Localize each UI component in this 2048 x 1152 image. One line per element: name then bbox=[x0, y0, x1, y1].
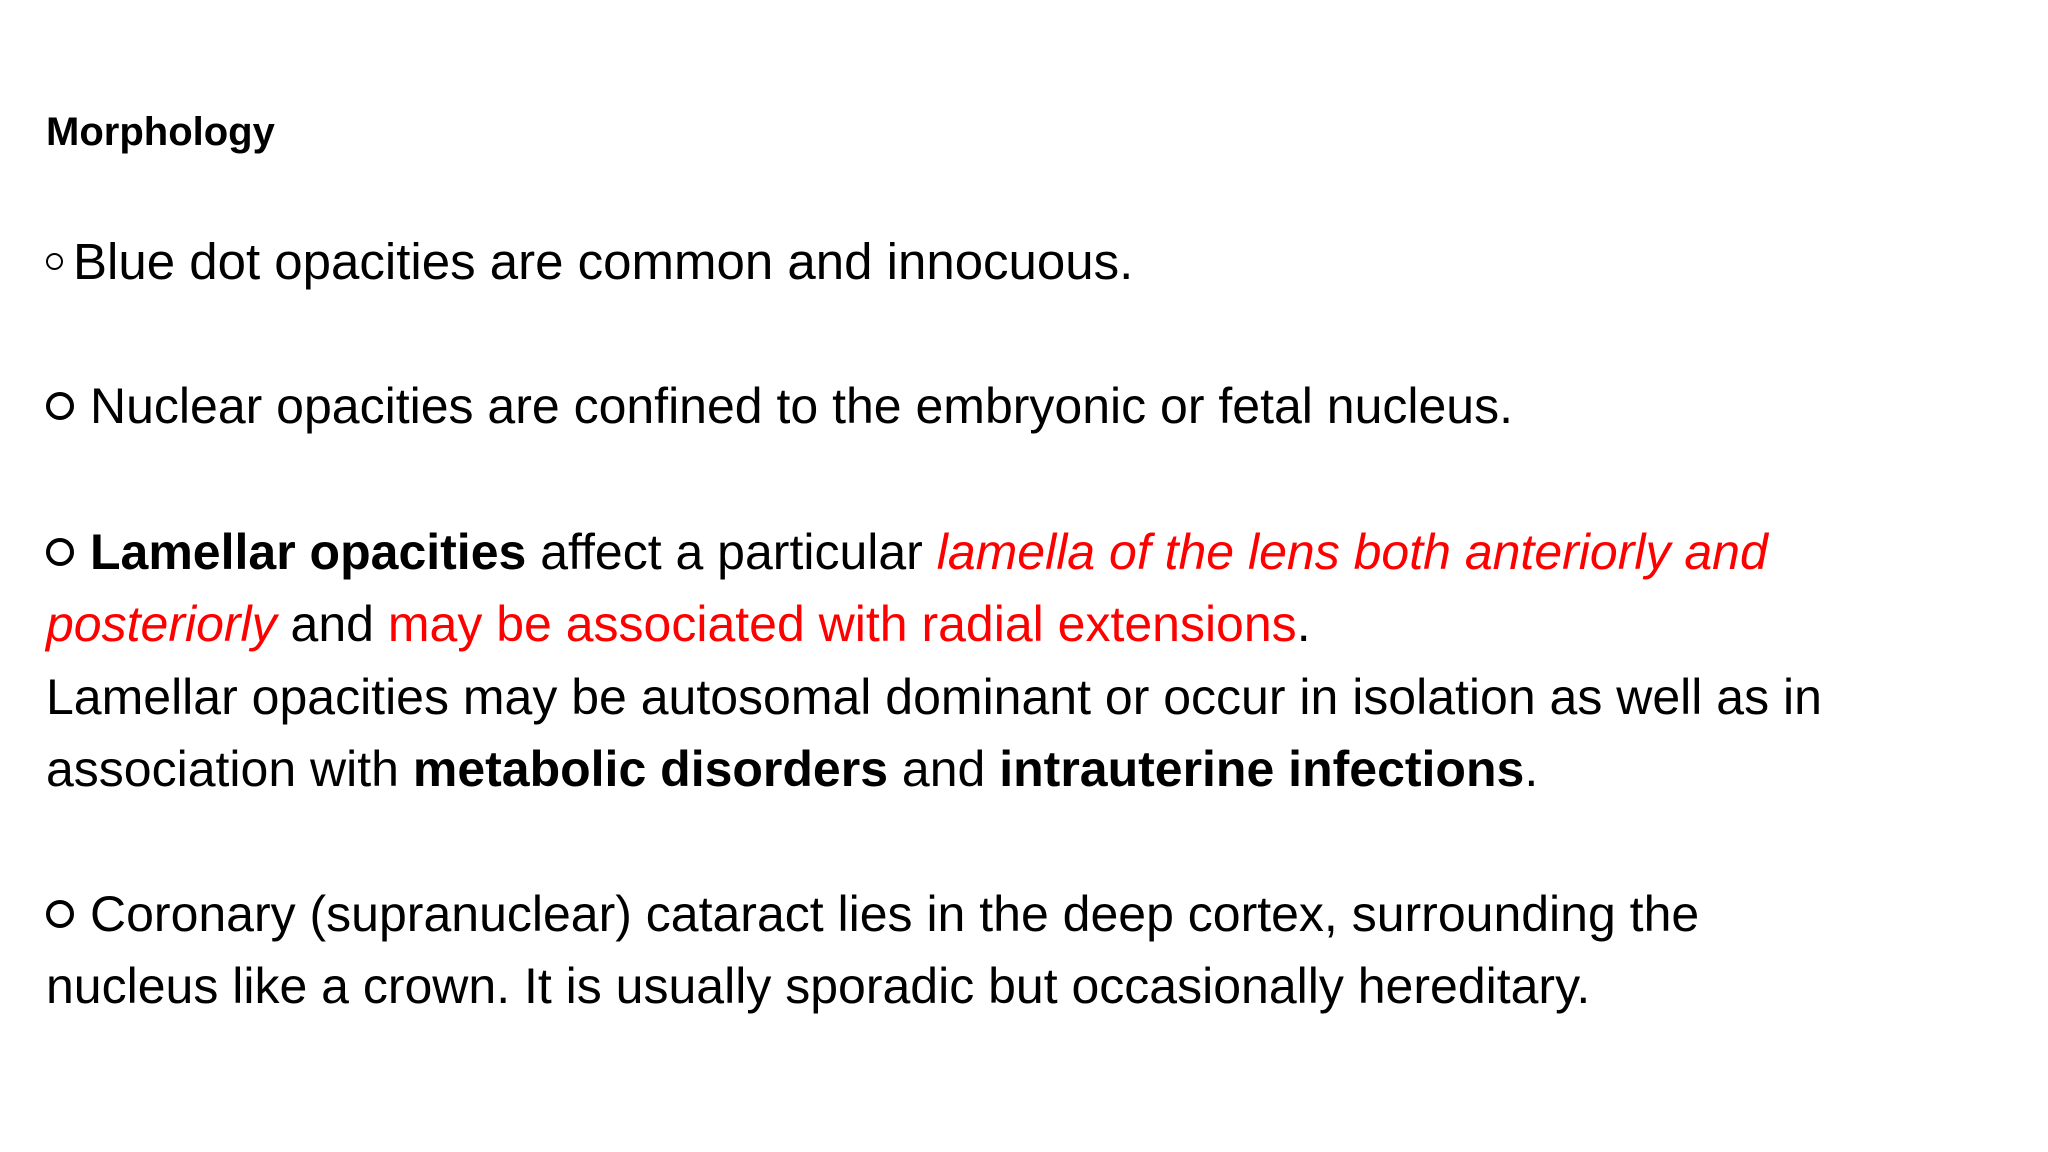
bullet-coronary-line-1: Coronary (supranuclear) cataract lies in the deep cortex, surrounding the bbox=[90, 886, 1700, 942]
bullet-nuclear-text: Nuclear opacities are confined to the embryonic or fetal nucleus. bbox=[90, 378, 1513, 434]
lamellar-paragraph-line-2 bbox=[46, 733, 1538, 805]
hollow-circle-bullet-icon bbox=[46, 538, 74, 566]
metabolic-disorders-term: metabolic disorders bbox=[412, 741, 889, 797]
lamellar-paragraph-line-1 bbox=[46, 661, 1822, 733]
intrauterine-infections-term: intrauterine infections bbox=[999, 741, 1525, 797]
bullet-coronary-continued bbox=[46, 950, 1590, 1022]
bullet-lamellar bbox=[46, 516, 1768, 588]
lamellar-highlight-b: posteriorly bbox=[46, 596, 277, 652]
lamellar-text-c: . bbox=[1296, 596, 1311, 652]
hollow-circle-bullet-icon bbox=[46, 900, 74, 928]
bullet-blue-dot bbox=[46, 226, 1133, 298]
bullet-lamellar-continued bbox=[46, 588, 1311, 660]
lamellar-highlight-a: lamella of the lens both anteriorly and bbox=[936, 524, 1768, 580]
lamellar-text-a: affect a particular bbox=[526, 524, 937, 580]
slide-title: Morphology bbox=[46, 110, 275, 154]
bullet-coronary bbox=[46, 878, 1699, 950]
bullet-coronary-line-2: nucleus like a crown. It is usually sporadic but occasionally hereditary. bbox=[46, 958, 1591, 1014]
bullet-nuclear bbox=[46, 370, 1513, 442]
lamellar-term: Lamellar opacities bbox=[90, 524, 527, 580]
lamellar-text-b: and bbox=[276, 596, 388, 652]
hollow-circle-bullet-icon bbox=[46, 253, 63, 270]
hollow-circle-bullet-icon bbox=[46, 392, 74, 420]
paragraph-line-2-b: and bbox=[888, 741, 1000, 797]
paragraph-line-2-c: . bbox=[1524, 741, 1539, 797]
paragraph-line-2-a: association with bbox=[46, 741, 413, 797]
lamellar-highlight-c: may be associated with radial extensions bbox=[387, 596, 1297, 652]
bullet-blue-dot-text: Blue dot opacities are common and innocuous. bbox=[73, 233, 1134, 290]
paragraph-line-1-text: Lamellar opacities may be autosomal dominant or occur in isolation as well as in bbox=[46, 669, 1822, 725]
